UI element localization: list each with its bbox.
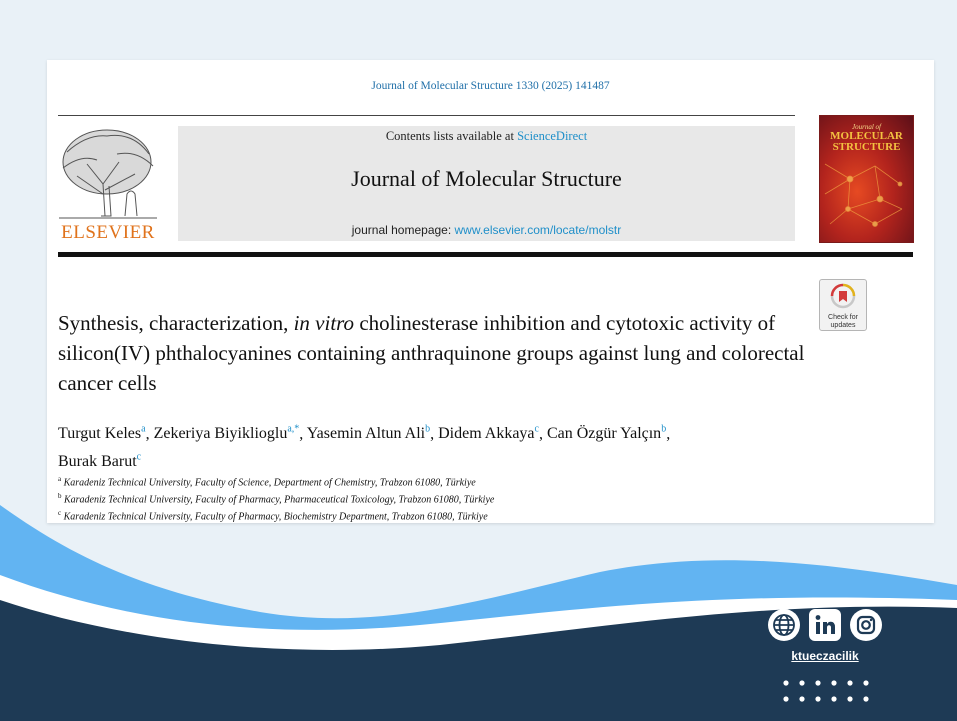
author-affiliation-mark[interactable]: b [661,424,667,435]
journal-cover-thumbnail[interactable] [819,115,914,243]
check-updates-icon [830,283,856,309]
globe-icon[interactable] [768,609,800,641]
author-separator: , [538,425,547,443]
author[interactable] [58,453,141,470]
article-title-part1: Synthesis, characterization, [58,311,294,335]
author[interactable] [438,425,539,442]
cover-kicker: Journal of [852,123,881,131]
affiliations [58,473,838,523]
author-name[interactable]: Didem Akkaya [438,425,535,443]
contents-prefix: Contents lists available at [385,129,518,143]
homepage-link[interactable]: www.elsevier.com/locate/molstr [454,223,622,237]
author[interactable] [547,425,666,442]
elsevier-logo [57,124,159,244]
affiliation-text: Karadeniz Technical University, Faculty of Pharmacy, Biochemistry Department, Trabzon 61080, Türkiye [63,510,488,522]
author-name[interactable]: Turgut Keles [58,425,142,443]
article-title [58,308,818,398]
author-affiliation-mark[interactable]: c [534,424,539,435]
social-links [766,609,884,709]
author-name[interactable]: Yasemin Altun Ali [306,425,426,443]
article-title-italic: in vitro [293,311,355,335]
author-name[interactable]: Zekeriya Biyiklioglu [153,425,288,443]
instagram-icon-graphic [850,609,882,641]
author-name[interactable]: Burak Barut [58,452,137,470]
cover-title-line1: MOLECULAR [830,130,903,142]
journal-homepage [178,223,795,237]
cover-molecule-art [820,154,913,242]
affiliation-item [58,490,838,507]
instagram-icon[interactable] [850,609,882,641]
homepage-prefix: journal homepage: [351,223,455,237]
linkedin-icon-graphic [809,609,841,641]
social-handle[interactable]: ktueczacilik [791,649,859,663]
author[interactable] [58,425,146,442]
author-name[interactable]: Can Özgür Yalçın [546,425,662,443]
affiliation-mark: a [58,475,62,483]
sciencedirect-link[interactable]: ScienceDirect [517,129,588,143]
author-affiliation-mark[interactable]: a,* [287,424,300,435]
check-updates-line2: updates [830,322,856,329]
article-header [47,60,934,523]
affiliation-text: Karadeniz Technical University, Faculty of Science, Department of Chemistry, Trabzon 61080, Türkiye [63,477,476,489]
header-divider [58,115,795,116]
author-affiliation-mark[interactable]: b [425,424,431,435]
author-separator: , [666,425,671,443]
header-rule-thick [58,252,913,257]
author-separator: , [299,425,307,443]
contents-availability [178,129,795,144]
affiliation-item [58,473,838,490]
elsevier-tree-icon [57,124,159,222]
decorative-dot-grid [782,679,872,705]
cover-title [823,131,910,153]
check-updates-line1: Check for [828,314,858,321]
check-for-updates-button[interactable] [819,279,867,331]
article-title-part2: cholinesterase inhibition and cytotoxic activity of silicon(IV) phthalocyanines containing anthraquinone groups against lung and colorectal cancer cells [58,311,805,395]
globe-icon-graphic [768,609,800,641]
affiliation-mark: c [58,508,62,517]
affiliation-mark: b [58,491,62,500]
author-list [58,418,818,473]
journal-title: Journal of Molecular Structure [351,166,622,191]
author-separator: , [145,425,154,443]
author[interactable] [154,425,300,442]
affiliation-item [58,507,838,524]
author-affiliation-mark[interactable]: a [141,424,146,435]
author-affiliation-mark[interactable]: c [136,451,142,463]
journal-masthead [178,126,795,241]
publisher-name: ELSEVIER [61,222,155,243]
journal-citation[interactable]: Journal of Molecular Structure 1330 (2025) 141487 [371,80,610,92]
author[interactable] [307,425,430,442]
linkedin-icon[interactable] [809,609,841,641]
cover-title-line2: STRUCTURE [832,141,901,153]
author-separator: , [430,425,439,443]
affiliation-text: Karadeniz Technical University, Faculty of Pharmacy, Pharmaceutical Toxicology, Trabzon 61080, Türkiye [64,494,495,506]
